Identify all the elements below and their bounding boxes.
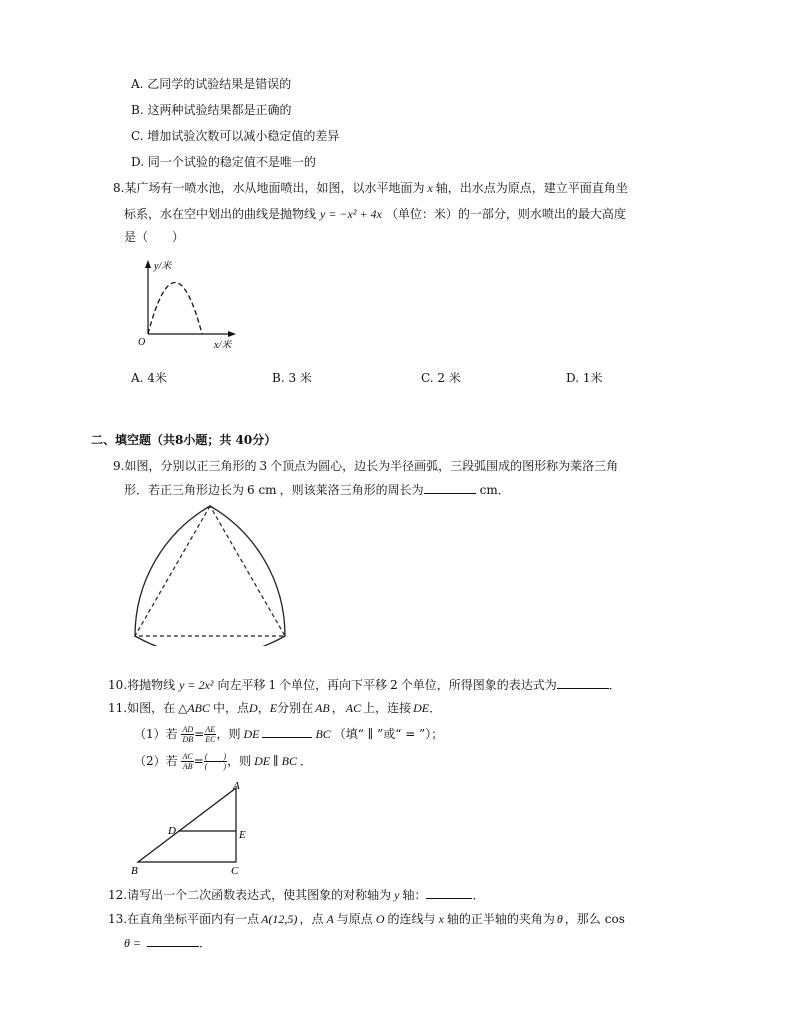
y-axis-arrow xyxy=(145,260,151,268)
reuleaux-arcs xyxy=(135,506,285,646)
x-axis-label: x/米 xyxy=(214,340,232,351)
fraction-blank[interactable]: $\frac{( )}{( )}$ xyxy=(204,752,227,771)
q8-line-2: 标系，水在空中划出的曲线是抛物线 y = −x² + 4x （单位：米）的一部分，则水喷出的最大高度 xyxy=(124,207,626,221)
q11-sub-1: （1）若 $\frac{AD}{DB}$ = $\frac{AE}{EC}$ ，则 DE BC （填“ ∥ ”或“ = ”）； xyxy=(134,725,444,744)
q12-line: 12.请写出一个二次函数表达式，使其图象的对称轴为 y 轴： ． xyxy=(108,888,485,902)
section-title: 二、填空题（共8小题；共 40分） xyxy=(91,433,277,447)
q10-line: 10.将抛物线 y = 2x² 向左平移 1 个单位，再向下平移 2 个单位，所得图象的表达式为 ． xyxy=(108,678,621,692)
triangle-abc xyxy=(138,788,236,862)
q13-line-1: 13.在直角坐标平面内有一点 A(12,5) ，点 A 与原点 O 的连线与 x 轴的正半轴的夹角为 θ ，那么 cos xyxy=(108,912,625,926)
question-number: 12. xyxy=(108,888,128,902)
parabola-curve xyxy=(148,283,202,335)
x-axis-arrow xyxy=(228,331,236,337)
q10-formula: y = 2x² xyxy=(179,678,214,692)
q8-option-a: A. 4米 xyxy=(131,371,167,385)
q8-line-3: 是（ ） xyxy=(124,230,185,244)
y-axis-label: y/米 xyxy=(154,261,172,272)
question-number: 9. xyxy=(113,459,125,473)
label-c: C xyxy=(231,865,239,877)
label-b: B xyxy=(131,865,138,877)
label-d: D xyxy=(168,825,176,837)
origin-label: O xyxy=(138,337,146,348)
q8-parabola-graph xyxy=(132,256,244,352)
q8-option-b: B. 3 米 xyxy=(272,371,312,385)
question-number: 10. xyxy=(108,678,128,692)
q8-formula: y = −x² + 4x xyxy=(320,207,382,221)
fraction: $\frac{AC}{AB}$ xyxy=(182,752,193,771)
q11-line: 11.如图，在 △ABC 中，点D，E分别在 AB ， AC 上，连接 DE． xyxy=(108,701,442,715)
q8-line-1: 8.某广场有一喷水池，水从地面喷出，如图，以水平地面为 x 轴，出水点为原点，建立平面直角坐 xyxy=(113,181,628,195)
q8-option-c: C. 2 米 xyxy=(421,371,461,385)
answer-blank[interactable] xyxy=(262,725,312,738)
question-number: 8. xyxy=(113,181,125,195)
q7-option-d: D. 同一个试验的稳定值不是唯一的 xyxy=(131,155,316,169)
answer-blank[interactable] xyxy=(557,676,609,689)
label-e: E xyxy=(239,829,246,841)
answer-blank[interactable] xyxy=(426,886,472,899)
q11-triangle-figure xyxy=(126,778,256,878)
answer-blank[interactable] xyxy=(147,934,199,947)
q7-option-b: B. 这两种试验结果都是正确的 xyxy=(131,103,292,117)
fraction: $\frac{AE}{EC}$ xyxy=(205,725,216,744)
q8-option-d: D. 1米 xyxy=(566,371,603,385)
q11-sub-2: （2）若 $\frac{AC}{AB}$ = $\frac{( )}{( )}$ ，则 DE ∥ BC ． xyxy=(134,752,312,771)
fraction: $\frac{AD}{DB}$ xyxy=(182,725,194,744)
q9-line-1: 9.如图，分别以正三角形的 3 个顶点为圆心，边长为半径画弧，三段弧围成的图形称为莱洛三角 xyxy=(113,459,619,473)
label-a: A xyxy=(233,780,240,792)
q9-line-2: 形．若正三角形边长为 6 cm ，则该莱洛三角形的周长为 cm． xyxy=(124,483,510,497)
question-number: 11. xyxy=(108,701,128,715)
q13-line-2: θ = ． xyxy=(124,936,212,950)
q7-option-a: A. 乙同学的试验结果是错误的 xyxy=(131,77,292,91)
question-number: 13. xyxy=(108,912,128,926)
answer-blank[interactable] xyxy=(424,481,476,494)
q7-option-c: C. 增加试验次数可以减小稳定值的差异 xyxy=(131,129,340,143)
equilateral-triangle xyxy=(135,506,285,636)
q9-reuleaux-figure xyxy=(124,500,296,646)
